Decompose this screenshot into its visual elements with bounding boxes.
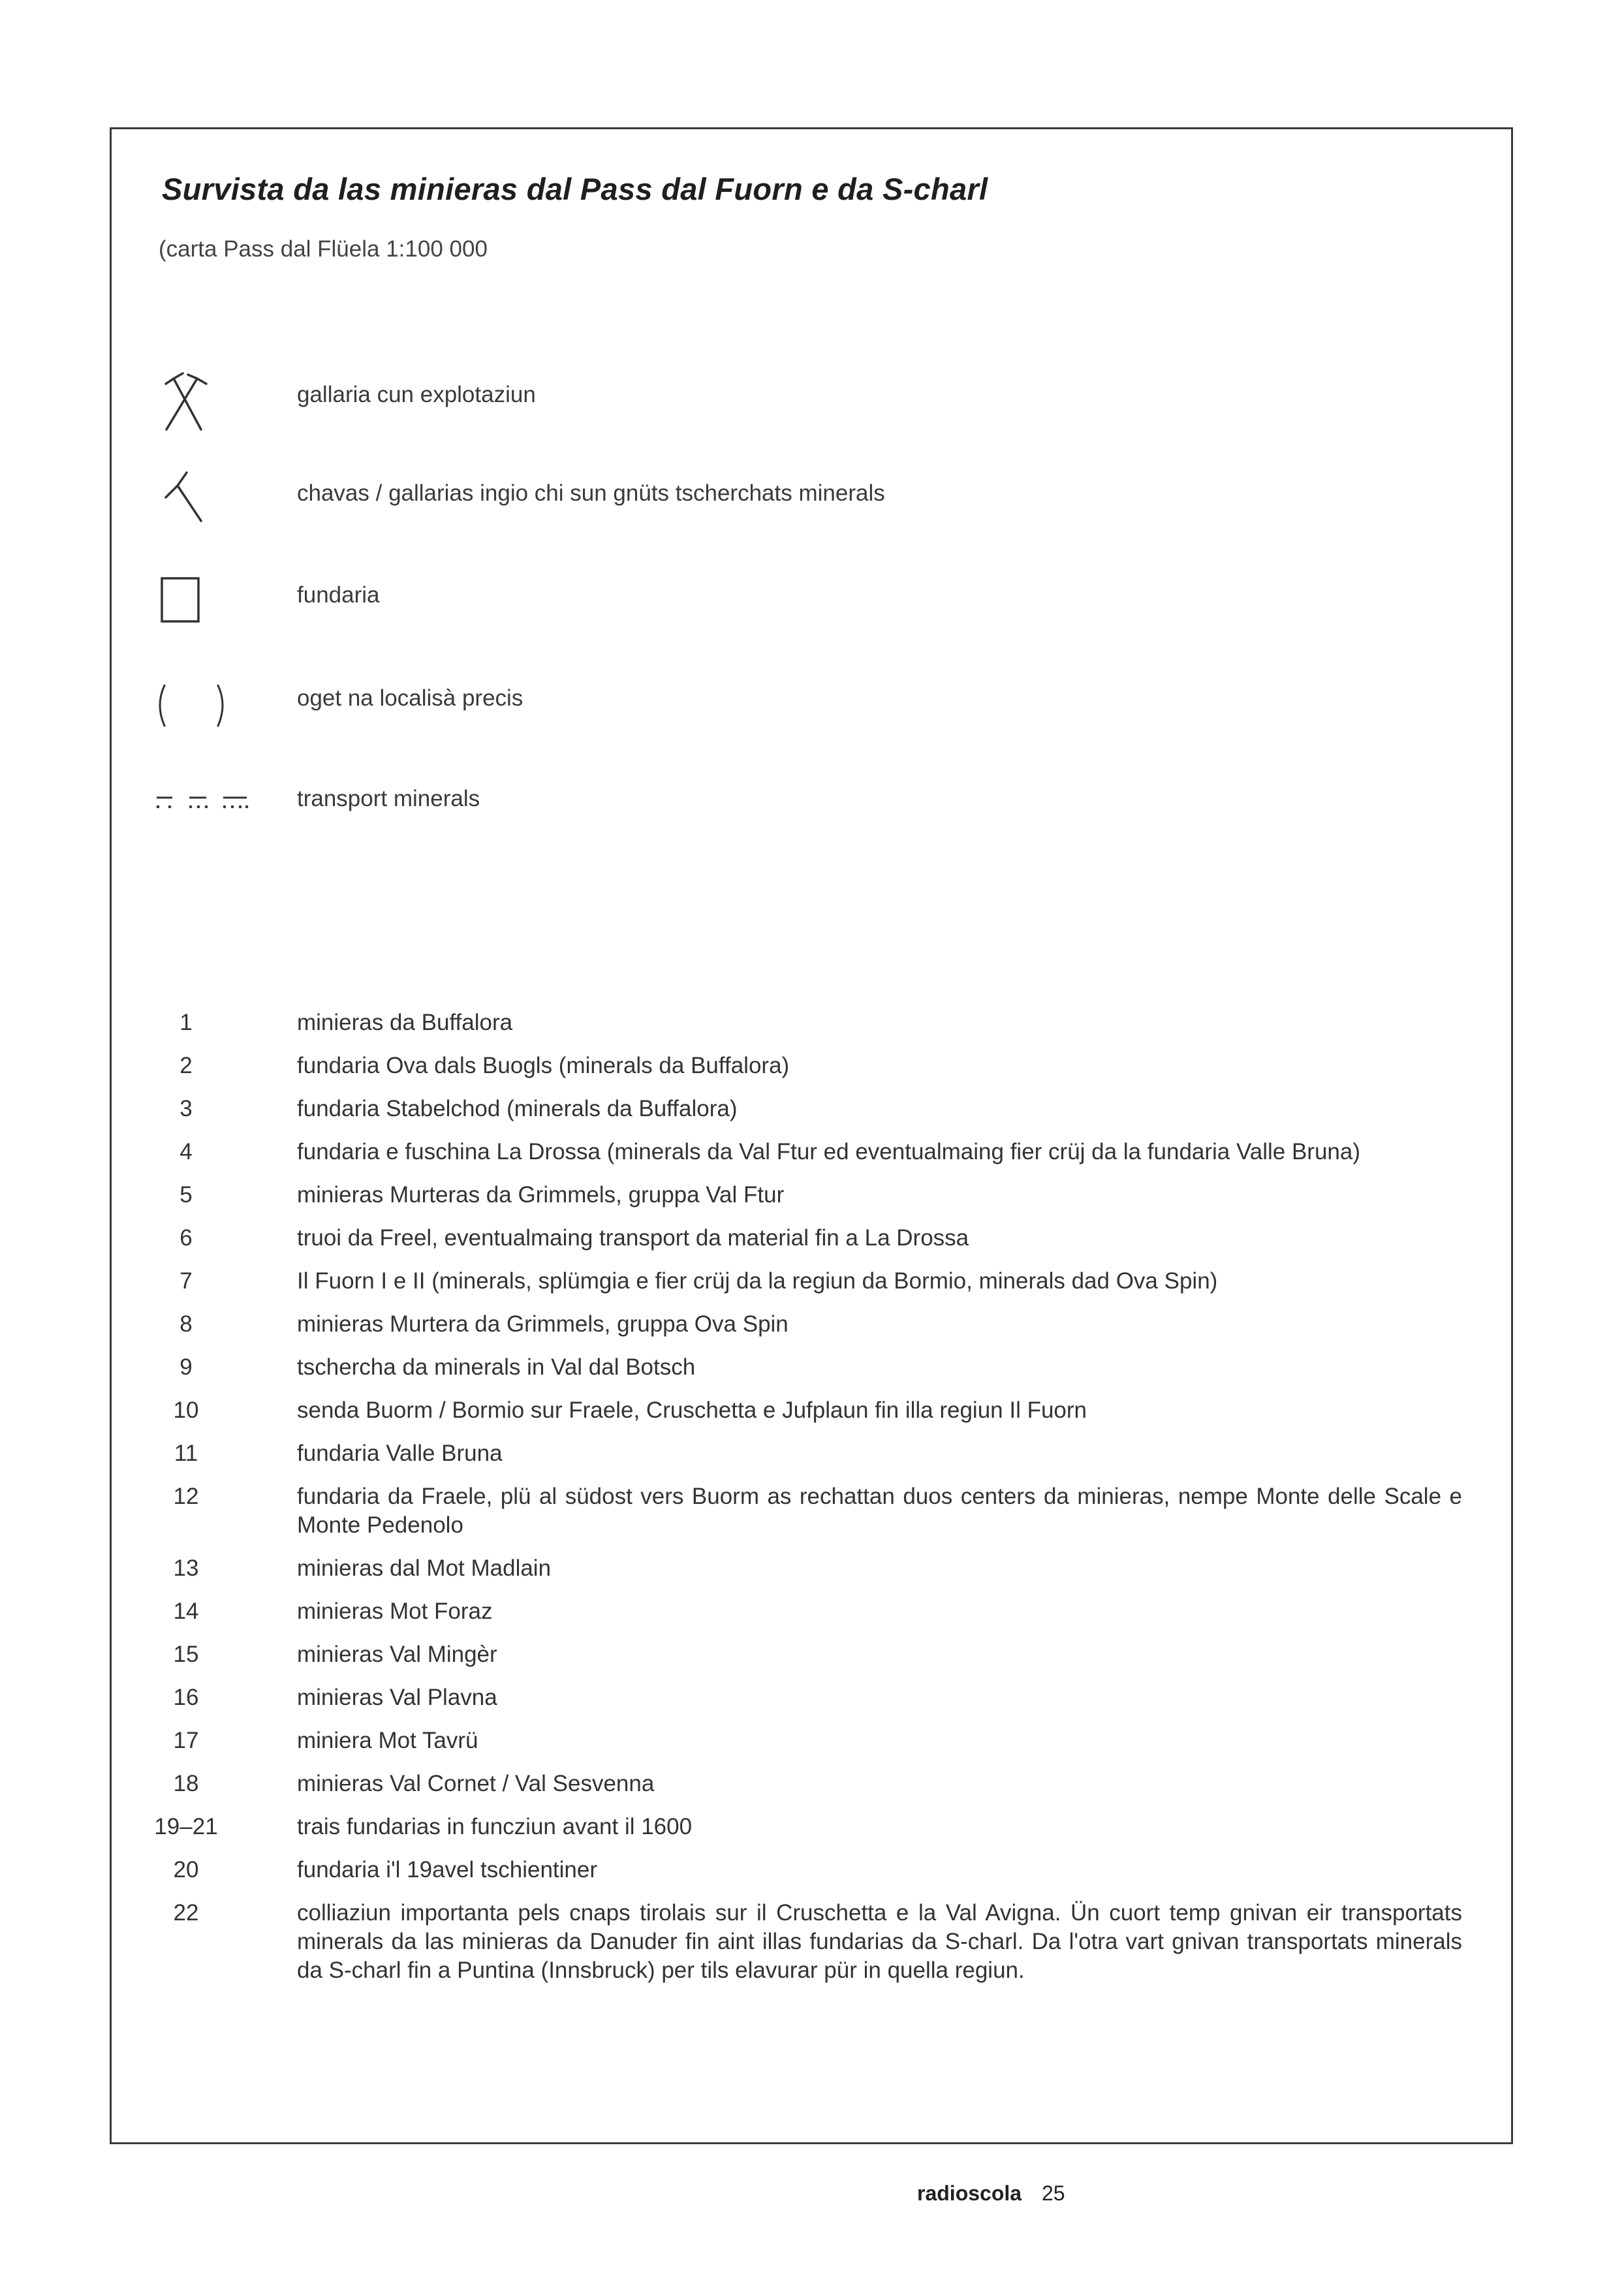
list-item	[0, 1396, 1624, 1425]
list-item	[0, 1138, 1624, 1166]
entry-text: fundaria e fuschina La Drossa (minerals da Val Ftur ed eventualmaing fier crüj da la fundaria Valle Bruna)	[297, 1139, 1361, 1164]
entry-text: truoi da Freel, eventualmaing transport da material fin a La Drossa	[297, 1225, 969, 1251]
entry-text: minieras Mot Foraz	[297, 1599, 493, 1624]
list-item	[0, 1095, 1624, 1123]
entry-text: minieras Murteras da Grimmels, gruppa Val Ftur	[297, 1182, 785, 1208]
entry-number: 2	[180, 1053, 193, 1078]
entry-number: 11	[174, 1441, 198, 1466]
entry-list	[0, 1008, 1624, 1999]
entry-number: 12	[173, 1484, 199, 1509]
entry-number: 9	[180, 1354, 193, 1380]
list-item	[0, 1224, 1624, 1253]
entry-number: 19–21	[154, 1814, 218, 1839]
list-item	[0, 1310, 1624, 1339]
entry-text: fundaria Stabelchod (minerals da Buffalora)	[297, 1096, 738, 1121]
entry-number: 22	[173, 1900, 199, 1926]
publication-name: radioscola	[917, 2181, 1022, 2205]
entry-text: trais fundarias in funcziun avant il 1600	[297, 1814, 693, 1839]
entry-number: 4	[180, 1139, 193, 1164]
legend-label: chavas / gallarias ingio chi sun gnüts tscherchats minerals	[297, 480, 885, 506]
entry-text: minieras dal Mot Madlain	[297, 1555, 552, 1581]
list-item	[0, 1439, 1624, 1468]
entry-text: minieras Murtera da Grimmels, gruppa Ova Spin	[297, 1311, 789, 1337]
list-item	[0, 1052, 1624, 1080]
entry-number: 18	[173, 1771, 199, 1796]
entry-text: fundaria da Fraele, plü al südost vers Buorm as rechattan duos centers da minieras, nempe Monte delle Scale e Monte Pedenolo	[297, 1484, 1462, 1538]
page-footer	[917, 2181, 1065, 2206]
page-number: 25	[1041, 2181, 1065, 2205]
entry-text: fundaria Ova dals Buogls (minerals da Buffalora)	[297, 1053, 790, 1078]
entry-number: 13	[173, 1555, 199, 1581]
entry-text: miniera Mot Tavrü	[297, 1728, 478, 1753]
entry-text: minieras Val Cornet / Val Sesvenna	[297, 1771, 655, 1796]
parentheses-icon	[150, 672, 248, 738]
entry-number: 1	[180, 1010, 193, 1035]
list-item	[0, 1899, 1624, 1985]
legend-label: fundaria	[297, 582, 380, 608]
legend-item-transport	[0, 774, 1624, 839]
entry-text: fundaria Valle Bruna	[297, 1441, 503, 1466]
entry-number: 10	[173, 1397, 199, 1423]
entry-text: colliaziun importanta pels cnaps tirolais sur il Cruschetta e la Val Avigna. Ün cuort temp gnivan eir transportats minerals da las minieras da Danuder fin aint illas fundarias da S-charl. Da l'otra vart gnivan transportats minerals da S-charl fin a Puntina (Innsbruck) per tils elavurar pür in quella regiun.	[297, 1900, 1462, 1983]
list-item	[0, 1640, 1624, 1669]
legend-label: oget na localisà precis	[297, 685, 523, 711]
list-item	[0, 1482, 1624, 1540]
entry-text: minieras Val Plavna	[297, 1685, 497, 1710]
entry-number: 14	[173, 1599, 199, 1624]
entry-text: minieras Val Mingèr	[297, 1642, 497, 1667]
list-item	[0, 1770, 1624, 1798]
entry-text: fundaria i'l 19avel tschientiner	[297, 1857, 598, 1882]
entry-number: 16	[173, 1685, 199, 1710]
list-item	[0, 1856, 1624, 1884]
entry-text: senda Buorm / Bormio sur Fraele, Cruschetta e Jufplaun fin illa regiun Il Fuorn	[297, 1397, 1087, 1423]
entry-number: 6	[180, 1225, 193, 1251]
legend-item-foundry	[0, 569, 1624, 634]
list-item	[0, 1597, 1624, 1626]
legend-item-search-gallery	[0, 467, 1624, 533]
legend-item-imprecise	[0, 672, 1624, 738]
list-item	[0, 1813, 1624, 1841]
square-icon	[150, 569, 248, 634]
entry-text: Il Fuorn I e II (minerals, splümgia e fier crüj da la regiun da Bormio, minerals dad Ova Spin)	[297, 1268, 1218, 1294]
list-item	[0, 1267, 1624, 1296]
entry-text: tschercha da minerals in Val dal Botsch	[297, 1354, 696, 1380]
legend-label: transport minerals	[297, 786, 480, 811]
list-item	[0, 1554, 1624, 1583]
list-item	[0, 1181, 1624, 1210]
entry-number: 3	[180, 1096, 193, 1121]
legend-item-gallery	[0, 366, 1624, 431]
entry-number: 17	[173, 1728, 199, 1753]
list-item	[0, 1726, 1624, 1755]
crossed-hammers-icon	[150, 366, 248, 431]
list-item	[0, 1353, 1624, 1382]
page-title: Survista da las minieras dal Pass dal Fuorn e da S-charl	[162, 172, 988, 206]
legend-label: gallaria cun explotaziun	[297, 382, 536, 407]
list-item	[0, 1683, 1624, 1712]
entry-number: 7	[180, 1268, 193, 1294]
single-hammer-icon	[150, 467, 248, 533]
entry-number: 20	[173, 1857, 199, 1882]
dashed-line-icon	[150, 774, 248, 839]
entry-number: 8	[180, 1311, 193, 1337]
list-item	[0, 1008, 1624, 1037]
entry-number: 15	[173, 1642, 199, 1667]
map-reference: (carta Pass dal Flüela 1:100 000	[159, 236, 488, 262]
entry-text: minieras da Buffalora	[297, 1010, 513, 1035]
entry-number: 5	[180, 1182, 193, 1208]
